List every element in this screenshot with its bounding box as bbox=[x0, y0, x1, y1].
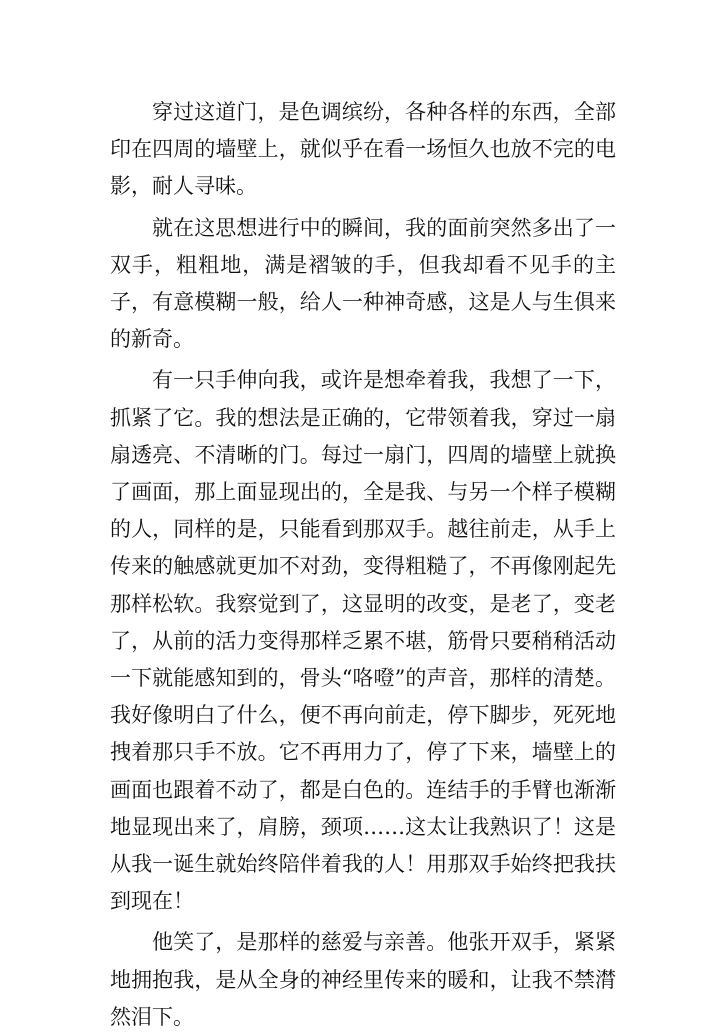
paragraph-1: 穿过这道门，是色调缤纷，各种各样的东西，全部印在四周的墙壁上，就似乎在看一场恒久也放不完的电影，耐人寻味。 bbox=[110, 100, 616, 199]
document-body bbox=[110, 94, 616, 1036]
paragraph-4: 他笑了，是那样的慈爱与亲善。他张开双手，紧紧地拥抱我，是从全身的神经里传来的暖和，让我不禁潸然泪下。 bbox=[110, 930, 616, 1029]
paragraph-3: 有一只手伸向我，或许是想牵着我，我想了一下，抓紧了它。我的想法是正确的，它带领着我，穿过一扇扇透亮、不清晰的门。每过一扇门，四周的墙壁上就换了画面，那上面显现出的，全是我、与另一个样子模糊的人，同样的是，只能看到那双手。越往前走，从手上传来的触感就更加不对劲，变得粗糙了，不再像刚起先那样松软。我察觉到了，这显明的改变，是老了，变老了，从前的活力变得那样乏累不堪，筋骨只要稍稍活动一下就能感知到的，骨头“咯噔”的声音，那样的清楚。我好像明白了什么，便不再向前走，停下脚步，死死地拽着那只手不放。它不再用力了，停了下来，墙壁上的画面也跟着不动了，都是白色的。连结手的手臂也渐渐地显现出来了，肩膀，颈项……这太让我熟识了！这是从我一诞生就始终陪伴着我的人！用那双手始终把我扶到现在！ bbox=[110, 368, 616, 914]
paragraph-2: 就在这思想进行中的瞬间，我的面前突然多出了一双手，粗粗地，满是褶皱的手，但我却看不见手的主子，有意模糊一般，给人一种神奇感，这是人与生俱来的新奇。 bbox=[110, 215, 616, 352]
